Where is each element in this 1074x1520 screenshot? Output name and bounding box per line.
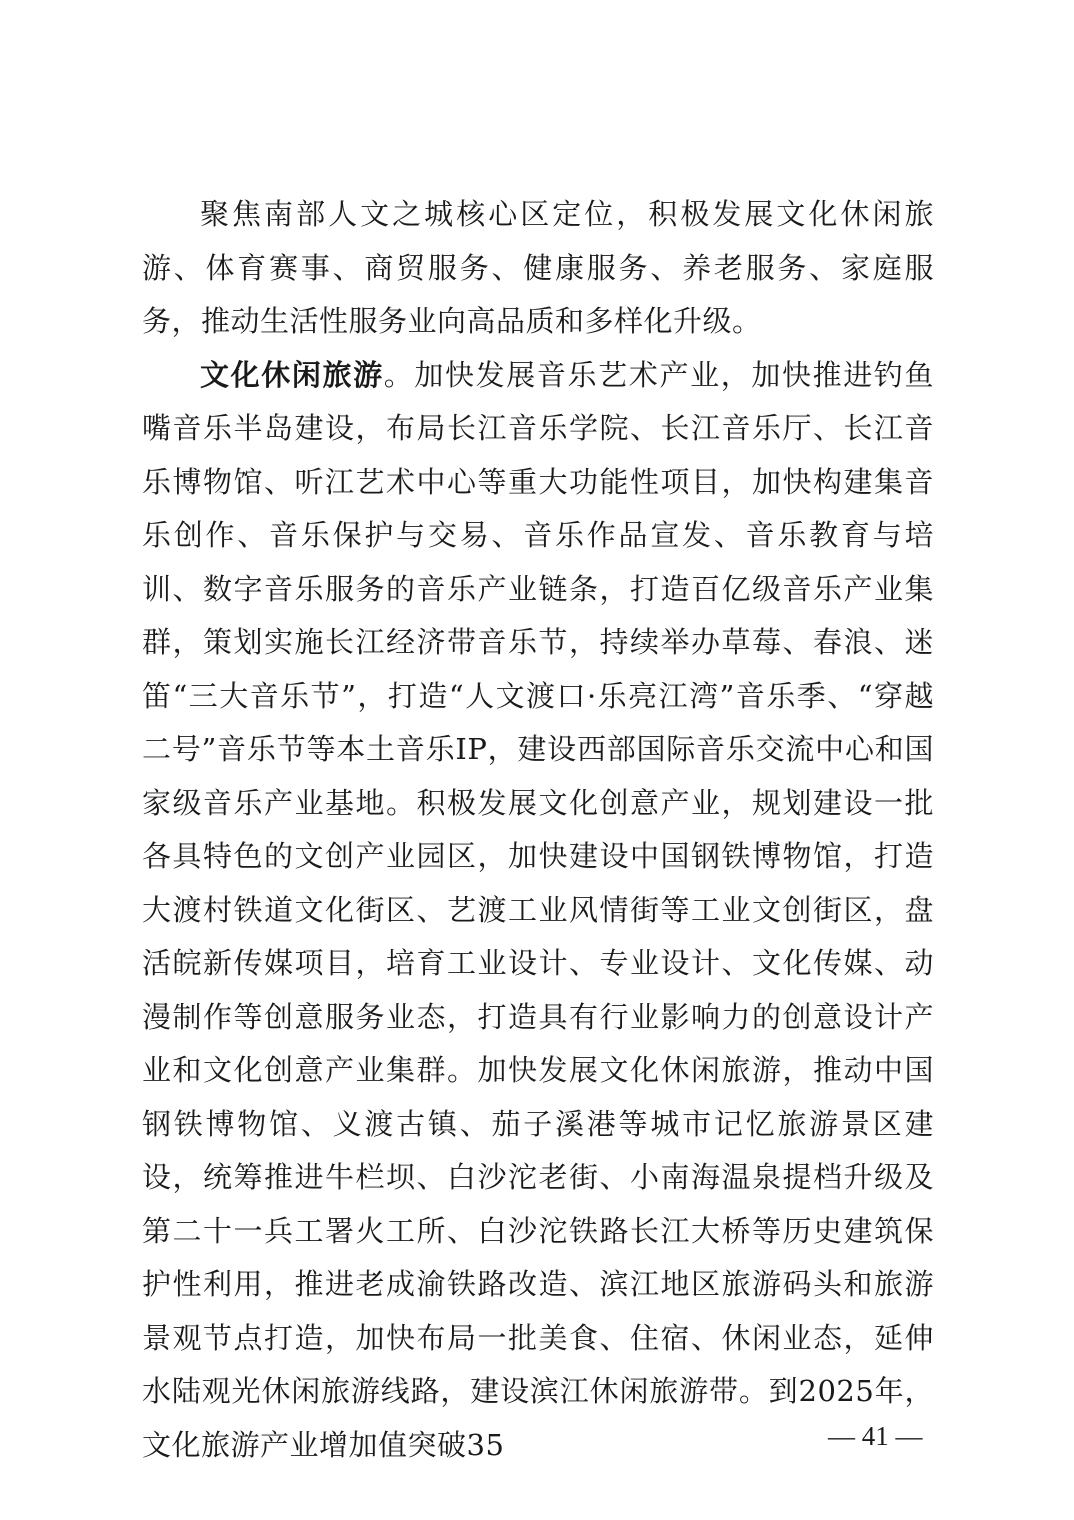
- paragraph-culture-tourism: [142, 349, 934, 1473]
- section-lead-heading: 文化休闲旅游: [200, 357, 384, 392]
- page-number: — 41 —: [828, 1421, 923, 1451]
- paragraph-intro-text: 聚焦南部人文之城核心区定位，积极发展文化休闲旅游、体育赛事、商贸服务、健康服务、养老服务、家庭服务，推动生活性服务业向高品质和多样化升级。: [142, 197, 934, 338]
- paragraph-culture-tourism-text: 。加快发展音乐艺术产业，加快推进钓鱼嘴音乐半岛建设，布局长江音乐学院、长江音乐厅、长江音乐博物馆、听江艺术中心等重大功能性项目，加快构建集音乐创作、音乐保护与交易、音乐作品宣发、音乐教育与培训、数字音乐服务的音乐产业链条，打造百亿级音乐产业集群，策划实施长江经济带音乐节，持续举办草莓、春浪、迷笛“三大音乐节”，打造“人文渡口·乐亮江湾”音乐季、“穿越二号”音乐节等本土音乐IP，建设西部国际音乐交流中心和国家级音乐产业基地。积极发展文化创意产业，规划建设一批各具特色的文创产业园区，加快建设中国钢铁博物馆，打造大渡村铁道文化街区、艺渡工业风情街等工业文创街区，盘活皖新传媒项目，培育工业设计、专业设计、文化传媒、动漫制作等创意服务业态，打造具有行业影响力的创意设计产业和文化创意产业集群。加快发展文化休闲旅游，推动中国钢铁博物馆、义渡古镇、茄子溪港等城市记忆旅游景区建设，统筹推进牛栏坝、白沙沱老街、小南海温泉提档升级及第二十一兵工署火工所、白沙沱铁路长江大桥等历史建筑保护性利用，推进老成渝铁路改造、滨江地区旅游码头和旅游景观节点打造，加快布局一批美食、住宿、休闲业态，延伸水陆观光休闲旅游线路，建设滨江休闲旅游带。到2025年，文化旅游产业增加值突破35: [142, 357, 934, 1462]
- paragraph-intro: [142, 188, 934, 349]
- body-text: [142, 188, 934, 1472]
